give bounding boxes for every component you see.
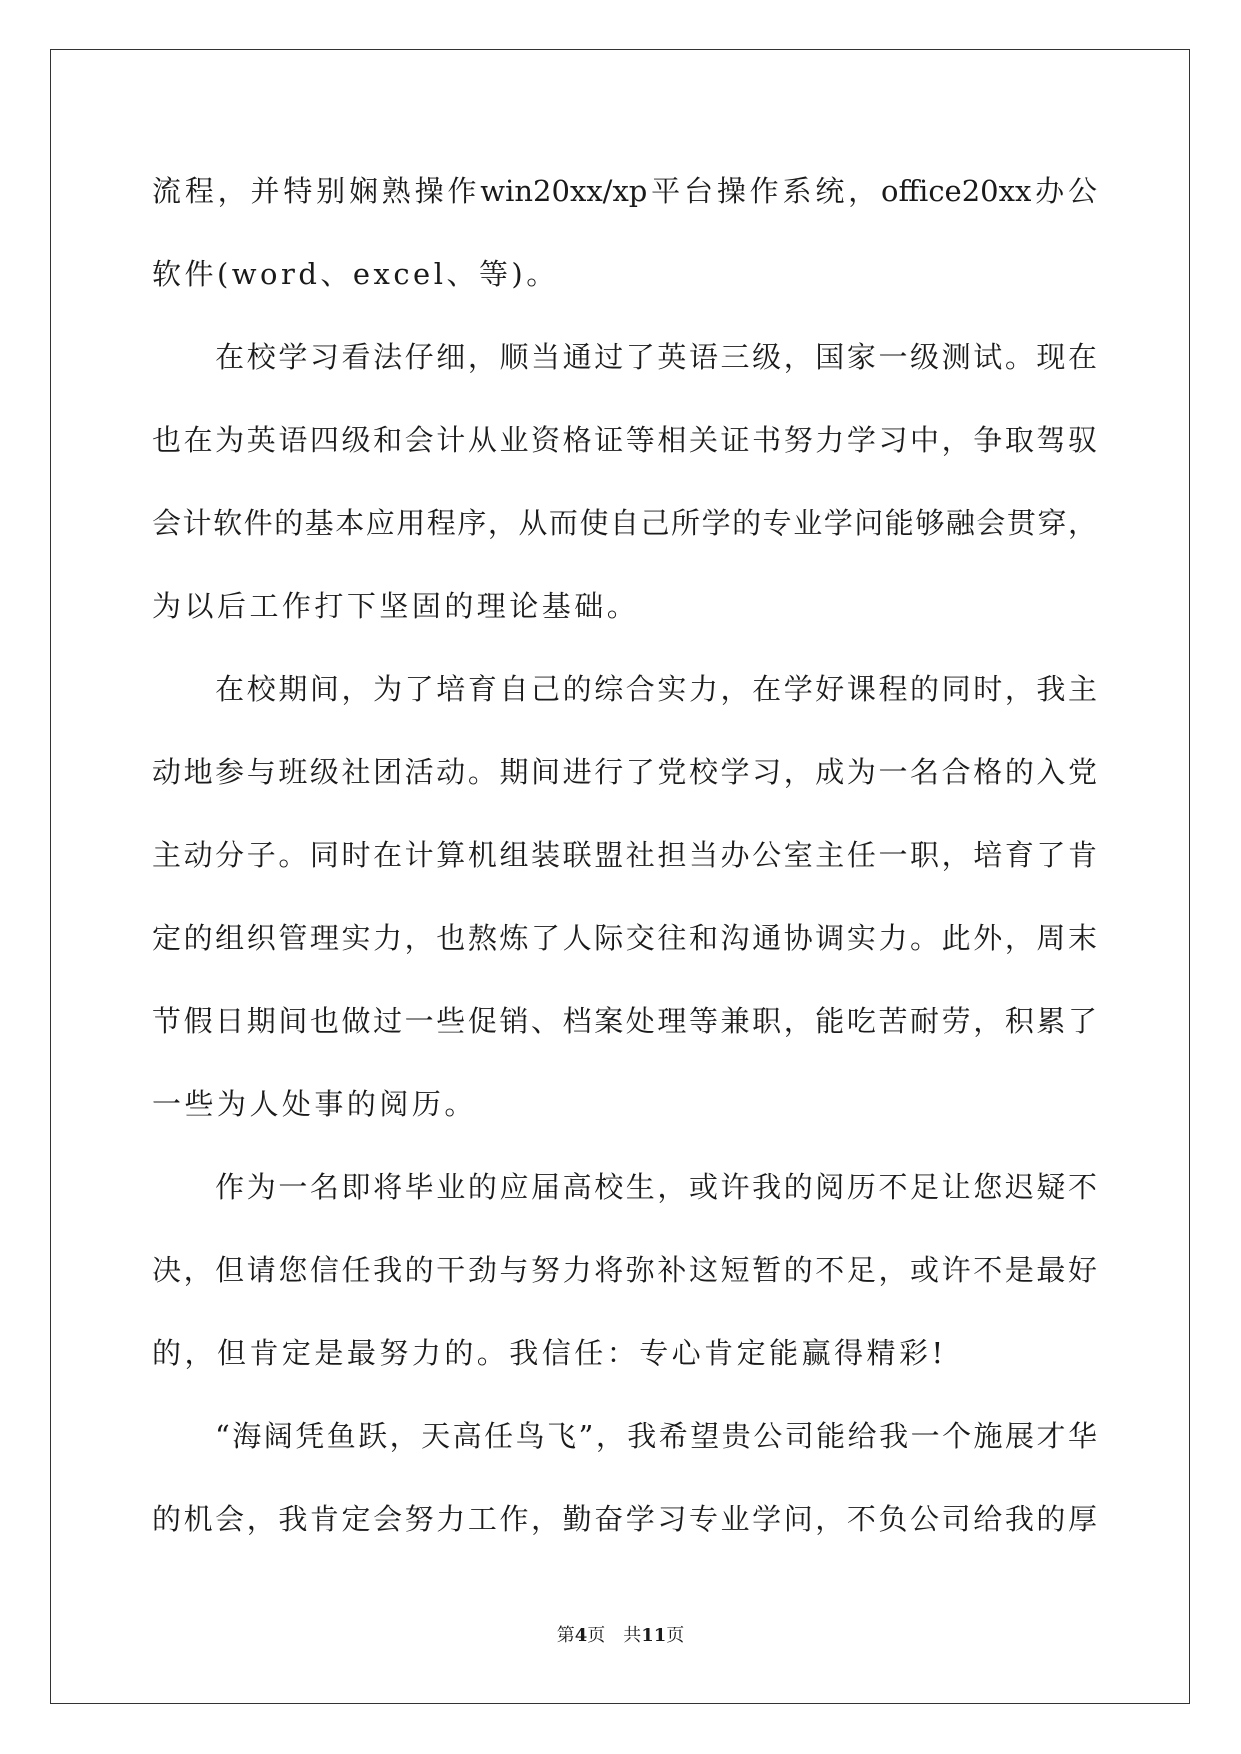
footer-suffix: 页 [666,1625,685,1646]
text-line: 在校期间，为了培育自己的综合实力，在学好课程的同时，我主 [152,672,1097,706]
footer-mid: 页 共 [587,1625,642,1646]
text-line: “海阔凭鱼跃，天高任鸟飞”，我希望贵公司能给我一个施展才华 [152,1419,1097,1453]
text-line: 一些为人处事的阅历。 [152,1087,477,1121]
text-line: 也在为英语四级和会计从业资格证等相关证书努力学习中，争取驾驭 [152,423,1097,457]
text-line: 动地参与班级社团活动。期间进行了党校学习，成为一名合格的入党 [152,755,1097,789]
footer-prefix: 第 [556,1625,575,1646]
text-line: 定的组织管理实力，也熬炼了人际交往和沟通协调实力。此外，周末 [152,921,1097,955]
text-line: 软件(word、excel、等)。 [152,257,559,291]
page-total: 11 [641,1625,667,1646]
page-number: 4 [574,1625,588,1646]
text-line: 作为一名即将毕业的应届高校生，或许我的阅历不足让您迟疑不 [152,1170,1097,1204]
document-body [152,166,1097,1577]
text-line: 在校学习看法仔细，顺当通过了英语三级，国家一级测试。现在 [152,340,1097,374]
text-line: 会计软件的基本应用程序，从而使自己所学的专业学问能够融会贯穿， [152,506,1097,540]
text-line: 主动分子。同时在计算机组装联盟社担当办公室主任一职，培育了肯 [152,838,1097,872]
text-line: 的，但肯定是最努力的。我信任：专心肯定能赢得精彩! [152,1336,947,1370]
page-footer [0,1621,1241,1647]
text-line: 为以后工作打下坚固的理论基础。 [152,589,640,623]
text-line: 流程，并特别娴熟操作win20xx/xp平台操作系统，office20xx办公 [152,174,1097,208]
text-line: 节假日期间也做过一些促销、档案处理等兼职，能吃苦耐劳，积累了 [152,1004,1097,1038]
text-line: 决，但请您信任我的干劲与努力将弥补这短暂的不足，或许不是最好 [152,1253,1097,1287]
text-line: 的机会，我肯定会努力工作，勤奋学习专业学问，不负公司给我的厚 [152,1502,1097,1536]
